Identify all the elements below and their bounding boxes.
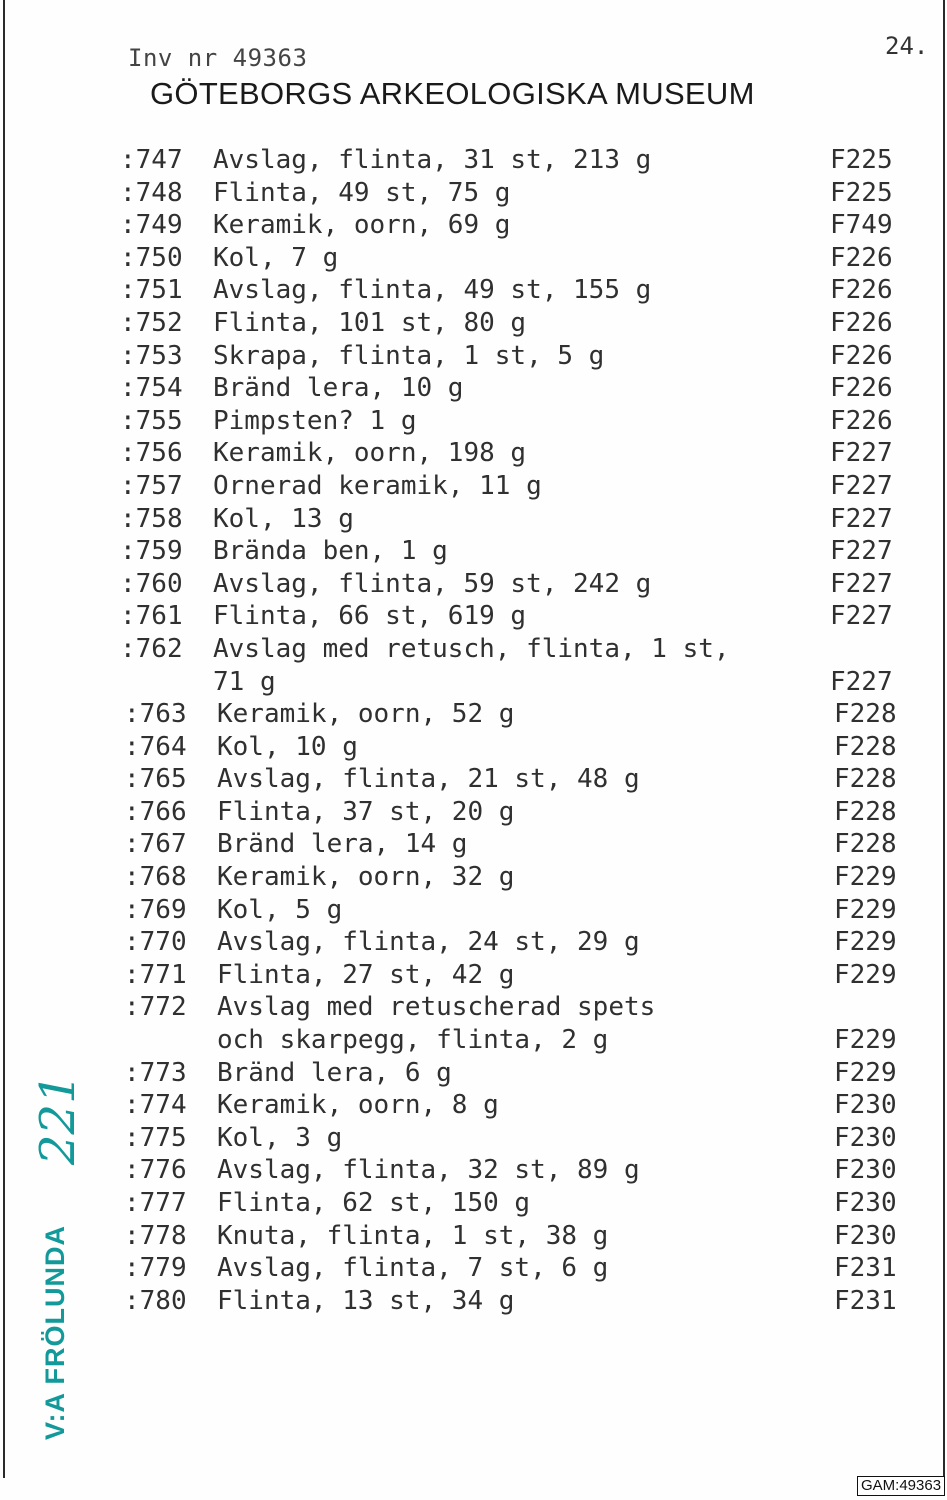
catalog-entry [120,242,910,275]
entry-find-code: F227 [830,503,893,534]
catalog-entry [124,1089,910,1122]
entry-description: Flinta, 27 st, 42 g [217,959,515,990]
entry-description: Keramik, oorn, 8 g [217,1090,499,1121]
entry-description: Avslag, flinta, 24 st, 29 g [217,927,640,958]
catalog-entry [120,633,910,666]
catalog-entry [120,209,910,242]
catalog-entry [124,991,910,1024]
entry-description: 71 g [213,666,276,697]
entry-find-code: F231 [834,1285,897,1316]
catalog-entry [120,535,910,568]
entry-number: :771 [124,959,187,990]
entry-description: Kol, 3 g [217,1122,343,1153]
entry-number: :747 [120,145,183,175]
entry-number: :753 [120,340,183,371]
entry-number: :768 [124,862,187,893]
catalog-entry [120,405,910,438]
catalog-entry [124,796,910,829]
entry-description: Avslag med retuscherad spets [217,992,656,1023]
entry-number: :750 [120,242,183,273]
entry-find-code: F227 [830,601,893,632]
entry-number: :767 [124,829,187,860]
entry-number: :773 [124,1057,187,1088]
entry-description: Flinta, 66 st, 619 g [213,601,527,632]
catalog-entry [124,1057,910,1090]
site-label: V:A FRÖLUNDA [40,1225,70,1440]
entry-number: :766 [124,796,187,827]
entry-description: Knuta, flinta, 1 st, 38 g [217,1220,609,1251]
entry-number: :755 [120,405,183,436]
entry-find-code: F229 [834,1057,897,1088]
entry-number: :762 [120,633,183,664]
catalog-entry [124,763,910,796]
entry-find-code: F226 [830,307,893,338]
catalog-entry [120,600,910,633]
entry-description: Bränd lera, 6 g [217,1057,452,1088]
entry-description: Keramik, oorn, 198 g [213,438,527,469]
entry-find-code: F228 [834,796,897,827]
entry-find-code: F228 [834,764,897,795]
entry-number: :770 [124,927,187,958]
entry-number: :772 [124,992,187,1023]
catalog-entry [120,372,910,405]
entry-description: Bränd lera, 10 g [213,373,464,404]
entry-find-code: F230 [834,1155,897,1186]
catalog-entry [124,894,910,927]
catalog-entry [120,144,910,177]
catalog-entry [124,959,910,992]
catalog-entry [124,731,910,764]
entry-number: :748 [120,177,183,208]
entry-find-code: F228 [834,829,897,860]
entry-description: Avslag, flinta, 21 st, 48 g [217,764,640,795]
entry-find-code: F226 [830,373,893,404]
catalog-entry [120,666,910,699]
entry-number: :759 [120,536,183,567]
entry-number: :765 [124,764,187,795]
catalog-entry [120,437,910,470]
entry-find-code: F230 [834,1188,897,1218]
catalog-entry [124,1024,910,1057]
entry-number: :760 [120,568,183,599]
entry-number: :751 [120,275,183,306]
catalog-entry [124,828,910,861]
entry-description: och skarpegg, flinta, 2 g [217,1025,609,1056]
catalog-entry [120,274,910,307]
entry-find-code: F228 [834,699,897,730]
entry-number: :763 [124,699,187,730]
entry-find-code: F228 [834,731,897,762]
entry-find-code: F229 [834,894,897,925]
catalog-entry [124,861,910,894]
entry-find-code: F226 [830,340,893,371]
entry-number: :775 [124,1122,187,1153]
entry-description: Avslag, flinta, 31 st, 213 g [213,145,652,175]
entry-description: Flinta, 49 st, 75 g [213,177,511,208]
entry-find-code: F749 [830,210,893,241]
catalog-entry [124,1252,910,1285]
entry-description: Keramik, oorn, 52 g [217,699,515,730]
catalog-entry [124,1154,910,1187]
entry-description: Kol, 7 g [213,242,339,273]
catalog-entry [124,1122,910,1155]
page-number: 24. [885,32,929,60]
entry-find-code: F231 [834,1253,897,1284]
entry-number: :779 [124,1253,187,1284]
catalog-entry [120,503,910,536]
entry-number: :756 [120,438,183,469]
entry-list [120,144,910,1317]
handwritten-number: 221 [30,1073,86,1165]
archive-stamp: GAM:49363 [857,1476,945,1496]
entry-description: Skrapa, flinta, 1 st, 5 g [213,340,605,371]
entry-number: :754 [120,373,183,404]
entry-number: :761 [120,601,183,632]
entry-description: Avslag, flinta, 7 st, 6 g [217,1253,609,1284]
entry-description: Pimpsten? 1 g [213,405,417,436]
entry-description: Ornerad keramik, 11 g [213,470,542,501]
entry-number: :774 [124,1090,187,1121]
entry-number: :764 [124,731,187,762]
entry-description: Avslag, flinta, 32 st, 89 g [217,1155,640,1186]
entry-find-code: F225 [830,145,893,175]
entry-number: :780 [124,1285,187,1316]
entry-description: Keramik, oorn, 69 g [213,210,511,241]
inventory-number: Inv nr 49363 [128,44,308,72]
entry-find-code: F230 [834,1122,897,1153]
entry-number: :749 [120,210,183,241]
entry-find-code: F230 [834,1220,897,1251]
entry-description: Flinta, 62 st, 150 g [217,1188,531,1218]
catalog-entry [124,926,910,959]
entry-number: :758 [120,503,183,534]
catalog-entry [120,340,910,373]
entry-description: Kol, 5 g [217,894,343,925]
museum-header: GÖTEBORGS ARKEOLOGISKA MUSEUM [150,76,755,111]
scan-edge-right [943,0,945,1478]
entry-description: Kol, 13 g [213,503,354,534]
entry-find-code: F225 [830,177,893,208]
entry-number: :769 [124,894,187,925]
entry-description: Bränd lera, 14 g [217,829,468,860]
catalog-entry [124,1187,910,1220]
entry-find-code: F229 [834,927,897,958]
entry-find-code: F229 [834,1025,897,1056]
scan-edge-left [3,0,5,1478]
entry-description: Avslag, flinta, 59 st, 242 g [213,568,652,599]
entry-number: :752 [120,307,183,338]
entry-description: Brända ben, 1 g [213,536,448,567]
entry-find-code: F227 [830,666,893,697]
entry-description: Avslag, flinta, 49 st, 155 g [213,275,652,306]
catalog-entry [120,307,910,340]
catalog-entry [124,1285,910,1318]
entry-find-code: F229 [834,959,897,990]
entry-number: :757 [120,470,183,501]
entry-find-code: F227 [830,438,893,469]
entry-description: Kol, 10 g [217,731,358,762]
entry-number: :776 [124,1155,187,1186]
entry-find-code: F227 [830,568,893,599]
entry-description: Keramik, oorn, 32 g [217,862,515,893]
catalog-entry [124,698,910,731]
catalog-entry [120,568,910,601]
catalog-entry [124,1220,910,1253]
entry-description: Flinta, 13 st, 34 g [217,1285,515,1316]
catalog-entry [120,470,910,503]
entry-find-code: F229 [834,862,897,893]
entry-description: Avslag med retusch, flinta, 1 st, [213,633,730,664]
catalog-entry [120,177,910,210]
entry-number: :777 [124,1188,187,1218]
entry-find-code: F226 [830,405,893,436]
entry-find-code: F226 [830,275,893,306]
entry-description: Flinta, 101 st, 80 g [213,307,527,338]
entry-description: Flinta, 37 st, 20 g [217,796,515,827]
entry-find-code: F227 [830,470,893,501]
entry-find-code: F226 [830,242,893,273]
entry-find-code: F227 [830,536,893,567]
entry-number: :778 [124,1220,187,1251]
entry-find-code: F230 [834,1090,897,1121]
